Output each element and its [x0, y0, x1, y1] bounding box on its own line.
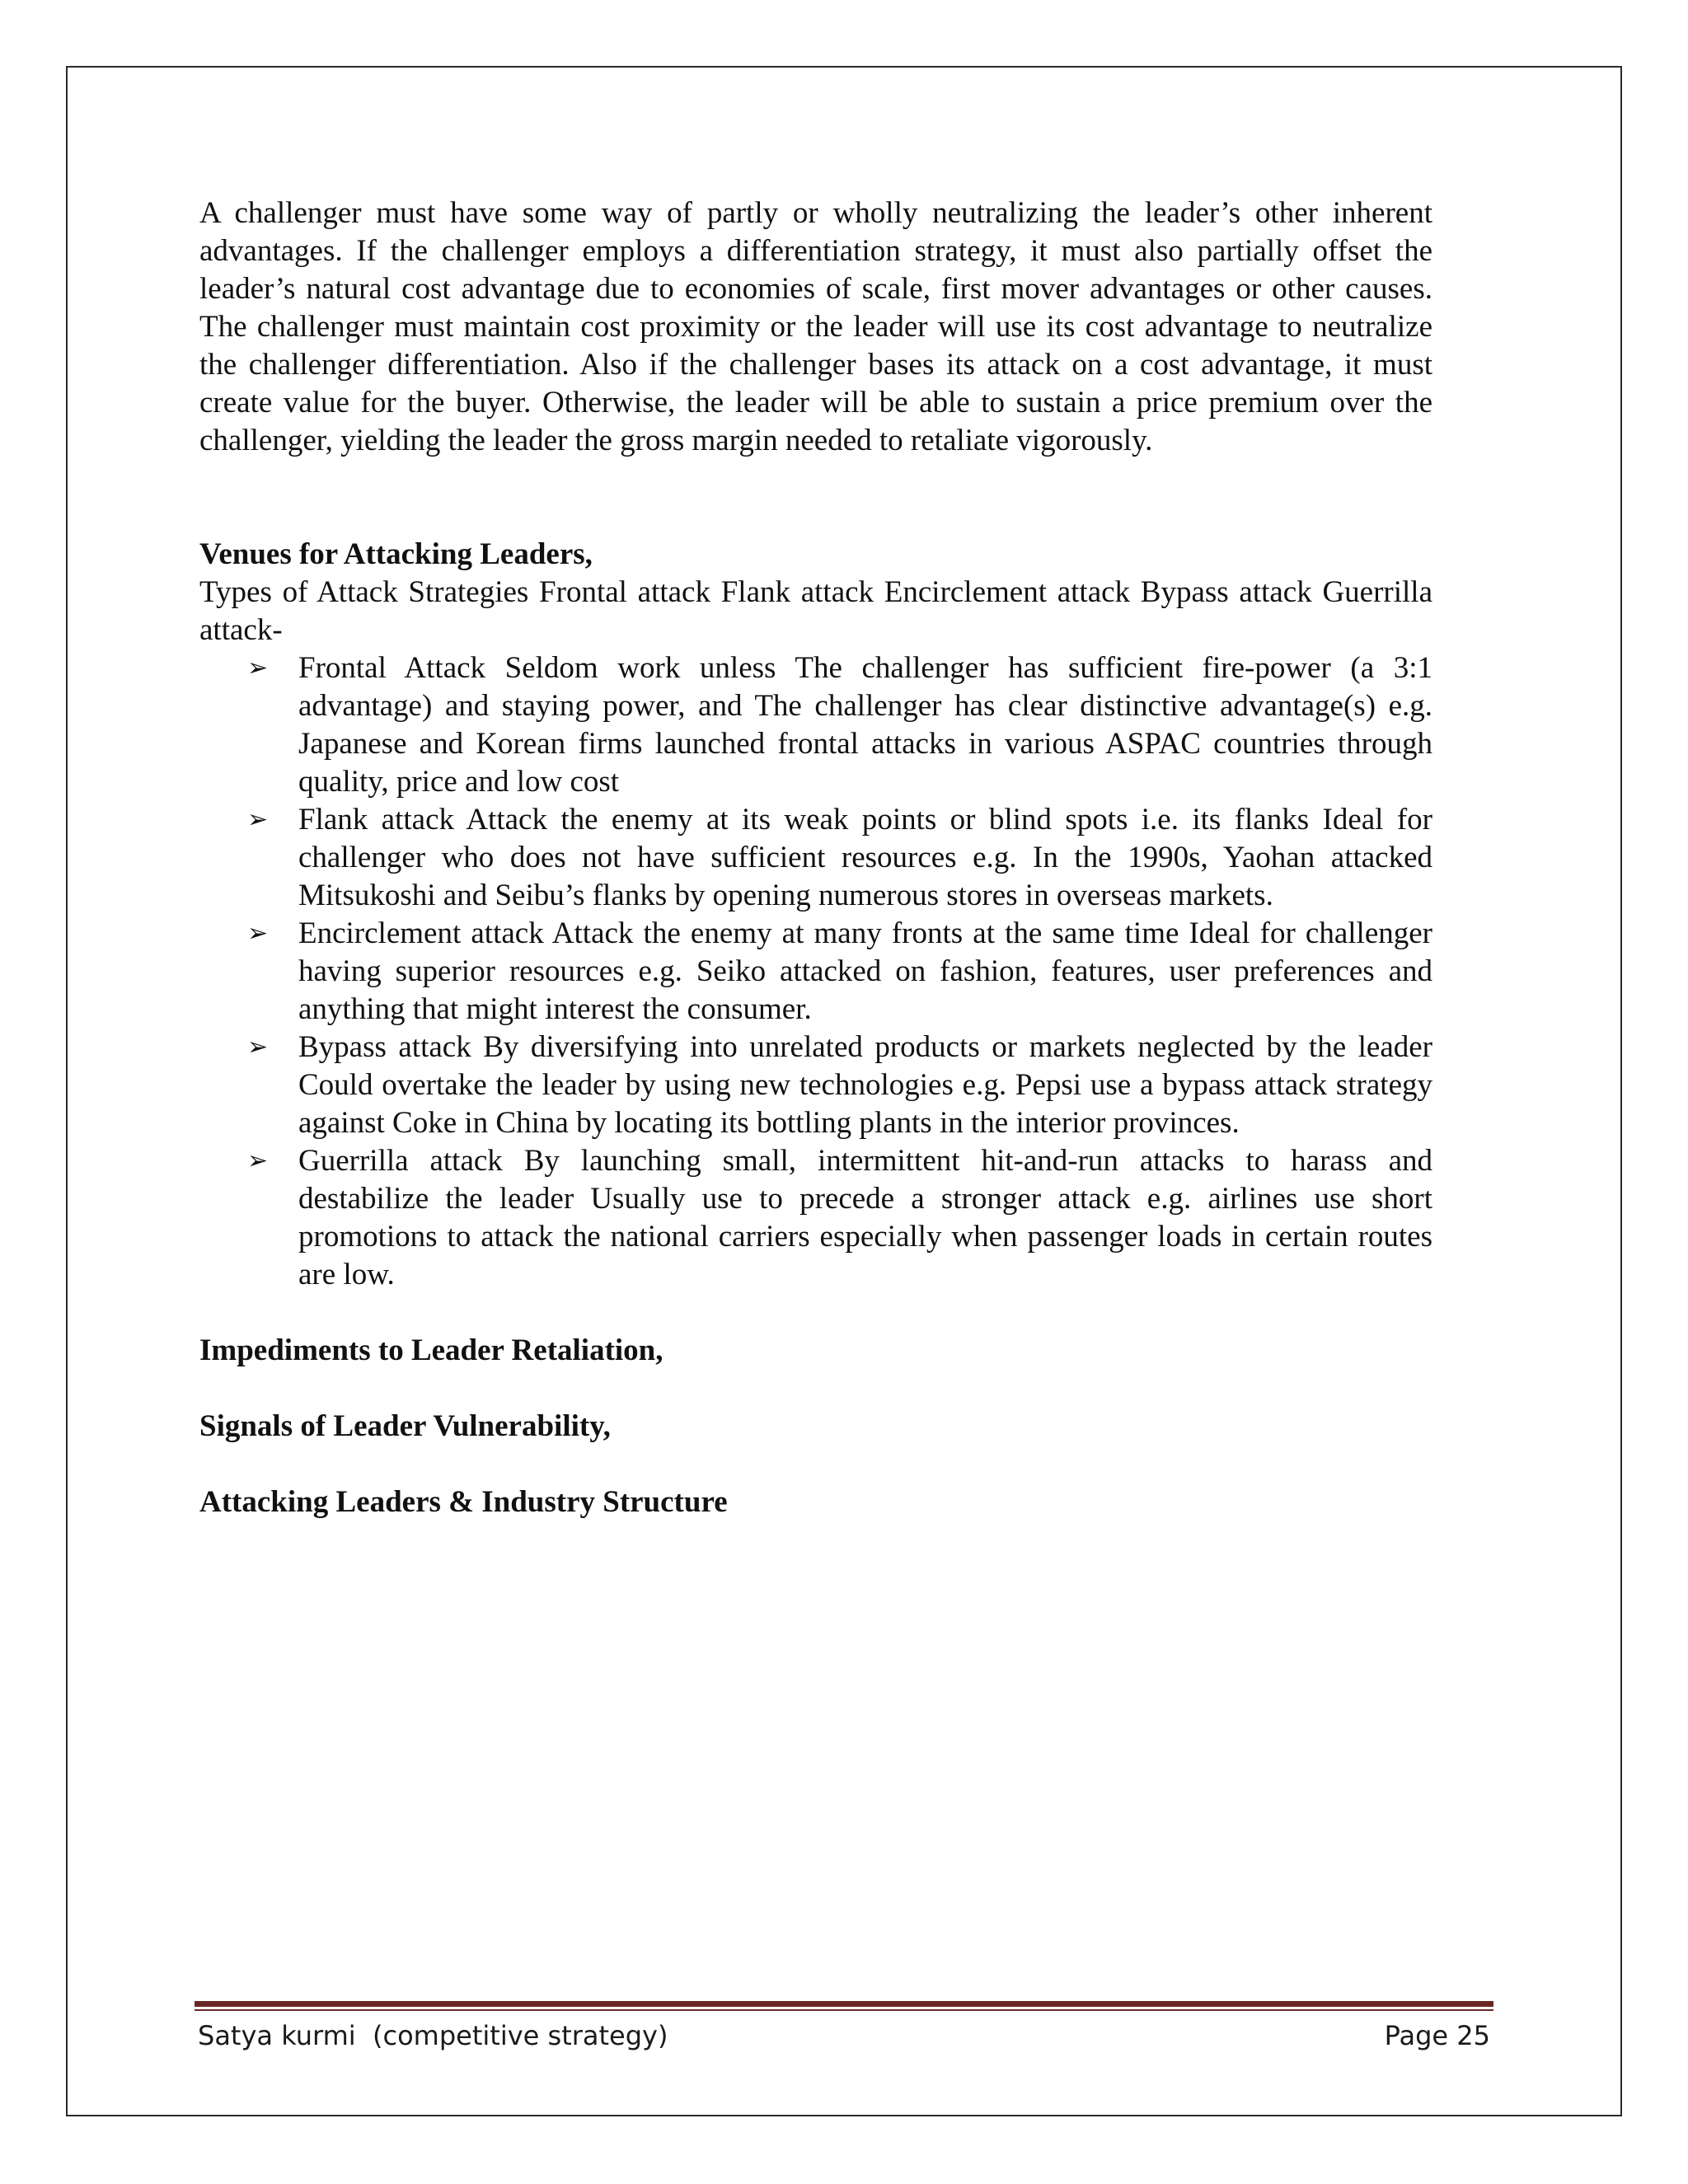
page-content [199, 194, 1432, 1521]
arrow-bullet-icon: ➢ [247, 805, 269, 834]
arrow-bullet-icon: ➢ [247, 1146, 269, 1175]
bullet-text-encirclement: Encirclement attack Attack the enemy at many fronts at the same time Ideal for challenger having superior resources e.g. Seiko attacked on fashion, features, user preferences and anything that might interest the consumer. [298, 916, 1432, 1026]
attack-strategies-list [199, 649, 1432, 1294]
footer-page-number: Page 25 [1384, 2020, 1490, 2051]
bullet-text-bypass: Bypass attack By diversifying into unrelated products or markets neglected by the leader Could overtake the leader by using new technologies e.g. Pepsi use a bypass attack strategy against Coke in China by locating its bottling plants in the interior provinces. [298, 1030, 1432, 1140]
list-item [199, 1142, 1432, 1294]
list-item [199, 649, 1432, 801]
list-item [199, 801, 1432, 915]
footer-rule-thin [195, 2009, 1493, 2011]
bullet-text-frontal: Frontal Attack Seldom work unless The challenger has sufficient fire-power (a 3:1 advantage) and staying power, and The challenger has clear distinctive advantage(s) e.g. Japanese and Korean firms launched frontal attacks in various ASPAC countries through quality, price and low cost [298, 651, 1432, 799]
attack-types-paragraph: Types of Attack Strategies Frontal attack Flank attack Encirclement attack Bypass attack Guerrilla attack- [199, 575, 1432, 647]
signals-heading: Signals of Leader Vulnerability, [199, 1409, 611, 1443]
venues-heading: Venues for Attacking Leaders, [199, 537, 593, 571]
arrow-bullet-icon: ➢ [247, 919, 269, 948]
attacking-heading: Attacking Leaders & Industry Structure [199, 1485, 728, 1519]
footer-rule [195, 2001, 1493, 2007]
list-item [199, 1029, 1432, 1142]
impediments-heading: Impediments to Leader Retaliation, [199, 1333, 663, 1367]
arrow-bullet-icon: ➢ [247, 1033, 269, 1062]
bullet-text-guerrilla: Guerrilla attack By launching small, intermittent hit-and-run attacks to harass and destabilize the leader Usually use to precede a stronger attack e.g. airlines use short promotions to attack the national carriers especially when passenger loads in certain routes are low. [298, 1144, 1432, 1291]
footer-author: Satya kurmi (competitive strategy) [198, 2020, 668, 2051]
list-item [199, 915, 1432, 1029]
intro-paragraph: A challenger must have some way of partly or wholly neutralizing the leader’s other inherent advantages. If the challenger employs a differentiation strategy, it must also partially offset the leader’s natural cost advantage due to economies of scale, first mover advantages or other causes. The challenger must maintain cost proximity or the leader will use its cost advantage to neutralize the challenger differentiation. Also if the challenger bases its attack on a cost advantage, it must create value for the buyer. Otherwise, the leader will be able to sustain a price premium over the challenger, yielding the leader the gross margin needed to retaliate vigorously. [199, 196, 1432, 457]
arrow-bullet-icon: ➢ [247, 654, 269, 682]
bullet-text-flank: Flank attack Attack the enemy at its weak points or blind spots i.e. its flanks Ideal for challenger who does not have sufficient resources e.g. In the 1990s, Yaohan attacked Mitsukoshi and Seibu’s flanks by opening numerous stores in overseas markets. [298, 803, 1432, 912]
